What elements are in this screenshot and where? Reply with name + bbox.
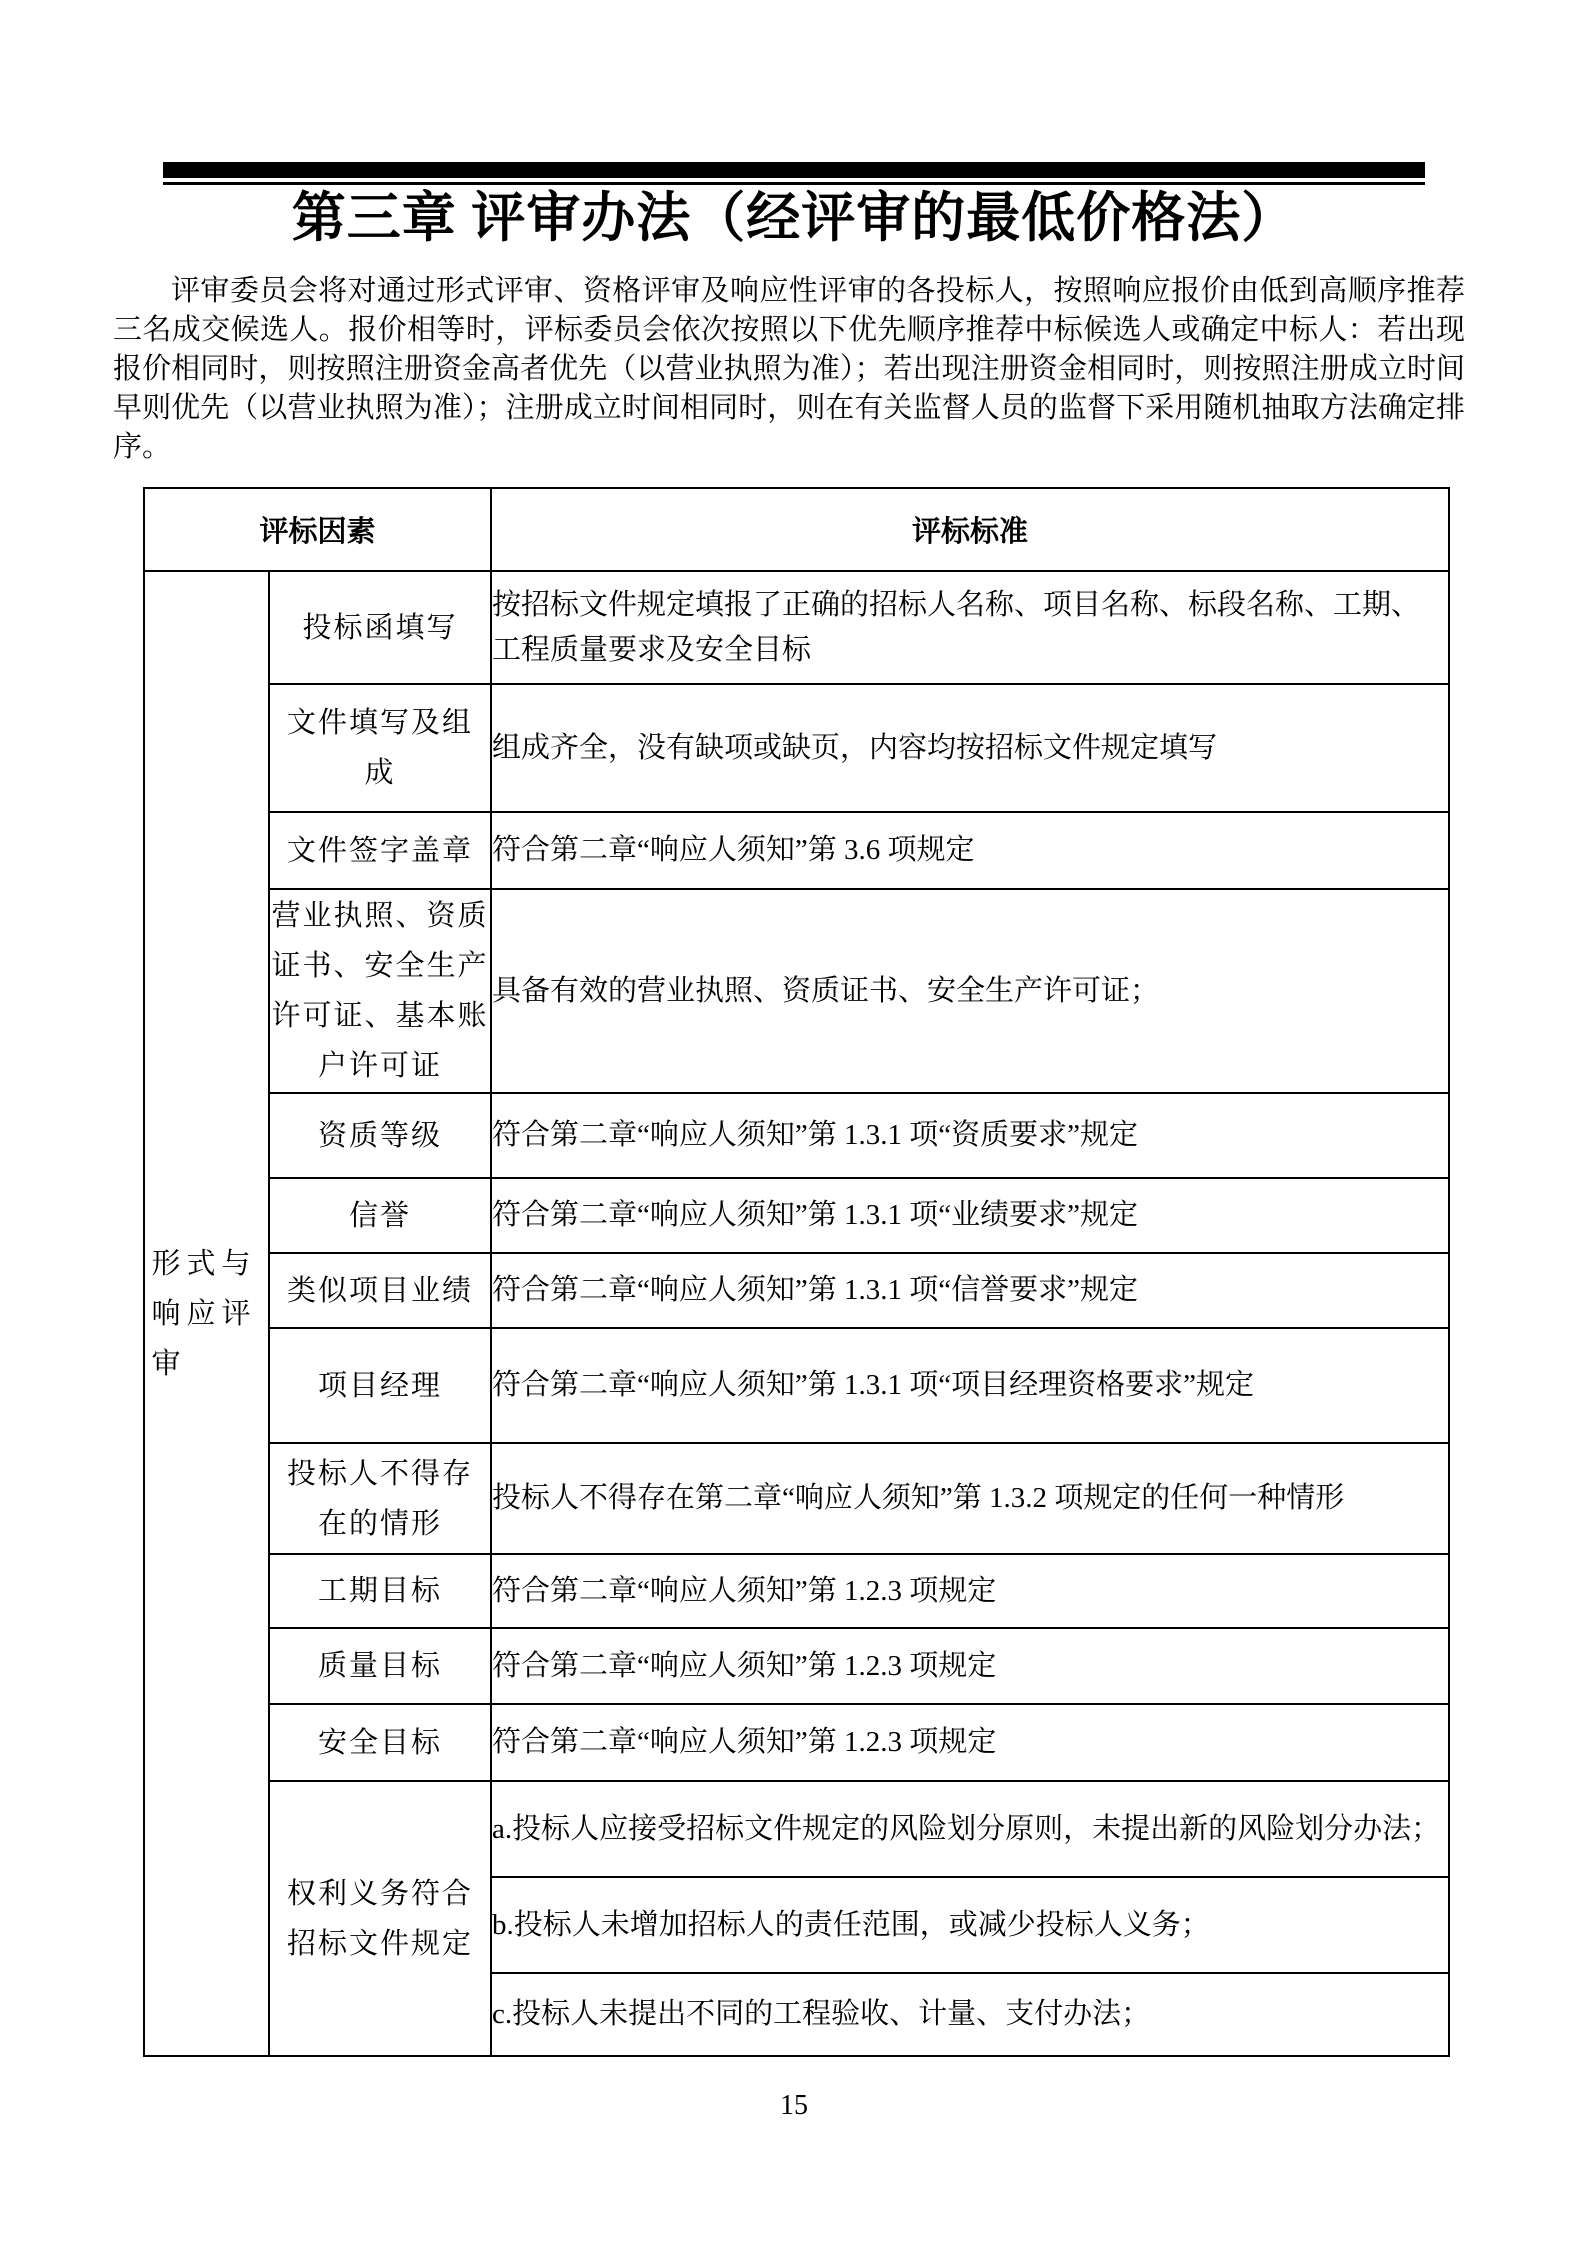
criterion-standard: c.投标人未提出不同的工程验收、计量、支付办法； (491, 1973, 1449, 2056)
criterion-standard: 符合第二章“响应人须知”第 1.3.1 项“资质要求”规定 (491, 1093, 1449, 1178)
table-row (144, 571, 1449, 684)
criterion-label: 文件填写及组成 (269, 684, 491, 812)
criterion-standard: 符合第二章“响应人须知”第 1.3.1 项“业绩要求”规定 (491, 1178, 1449, 1253)
group-label: 形式与响应评审 (151, 1247, 257, 1380)
header-eval-factor: 评标因素 (144, 488, 491, 571)
criterion-label: 质量目标 (269, 1628, 491, 1704)
criterion-label: 类似项目业绩 (269, 1253, 491, 1328)
criterion-standard: 投标人不得存在第二章“响应人须知”第 1.3.2 项规定的任何一种情形 (491, 1443, 1449, 1554)
criterion-standard: 符合第二章“响应人须知”第 1.3.1 项“项目经理资格要求”规定 (491, 1328, 1449, 1443)
criterion-label: 项目经理 (269, 1328, 491, 1443)
table-row (144, 1554, 1449, 1628)
criterion-label: 营业执照、资质证书、安全生产许可证、基本账户许可证 (269, 889, 491, 1093)
criterion-label: 信誉 (269, 1178, 491, 1253)
criterion-standard: b.投标人未增加招标人的责任范围，或减少投标人义务； (491, 1877, 1449, 1973)
criterion-standard: a.投标人应接受招标文件规定的风险划分原则，未提出新的风险划分办法； (491, 1781, 1449, 1877)
criterion-standard: 具备有效的营业执照、资质证书、安全生产许可证； (491, 889, 1449, 1093)
page-title: 第三章 评审办法（经评审的最低价格法） (291, 188, 1297, 248)
criterion-label: 工期目标 (269, 1554, 491, 1628)
table-row (144, 1443, 1449, 1554)
criterion-standard: 符合第二章“响应人须知”第 1.3.1 项“信誉要求”规定 (491, 1253, 1449, 1328)
table-row (144, 1253, 1449, 1328)
criterion-standard: 组成齐全，没有缺项或缺页，内容均按招标文件规定填写 (491, 684, 1449, 812)
criterion-label: 资质等级 (269, 1093, 491, 1178)
table-row (144, 889, 1449, 1093)
criterion-label: 权利义务符合招标文件规定 (269, 1781, 491, 2056)
table-row (144, 1781, 1449, 1877)
criterion-standard: 符合第二章“响应人须知”第 1.2.3 项规定 (491, 1704, 1449, 1781)
criterion-label: 投标函填写 (269, 571, 491, 684)
evaluation-table (143, 487, 1450, 2057)
criterion-label: 文件签字盖章 (269, 812, 491, 889)
criterion-standard: 符合第二章“响应人须知”第 1.2.3 项规定 (491, 1554, 1449, 1628)
page-number: 15 (780, 2090, 808, 2121)
criterion-standard: 符合第二章“响应人须知”第 3.6 项规定 (491, 812, 1449, 889)
header-eval-standard: 评标标准 (491, 488, 1449, 571)
criterion-label: 投标人不得存在的情形 (269, 1443, 491, 1554)
intro-paragraph: 评审委员会将对通过形式评审、资格评审及响应性评审的各投标人，按照响应报价由低到高顺序推荐三名成交候选人。报价相等时，评标委员会依次按照以下优先顺序推荐中标候选人或确定中标人：若出现报价相同时，则按照注册资金高者优先（以营业执照为准）；若出现注册资金相同时，则按照注册成立时间早则优先（以营业执照为准）；注册成立时间相同时，则在有关监督人员的监督下采用随机抽取方法确定排序。 (113, 275, 1465, 463)
criterion-standard: 符合第二章“响应人须知”第 1.2.3 项规定 (491, 1628, 1449, 1704)
criterion-standard: 按招标文件规定填报了正确的招标人名称、项目名称、标段名称、工期、工程质量要求及安全目标 (491, 571, 1449, 684)
table-row (144, 812, 1449, 889)
table-row (144, 1328, 1449, 1443)
table-row (144, 1178, 1449, 1253)
table-header-row (144, 488, 1449, 571)
group-label-cell (144, 571, 269, 2056)
criterion-label: 安全目标 (269, 1704, 491, 1781)
table-row (144, 684, 1449, 812)
table-row (144, 1628, 1449, 1704)
table-row (144, 1704, 1449, 1781)
table-row (144, 1093, 1449, 1178)
